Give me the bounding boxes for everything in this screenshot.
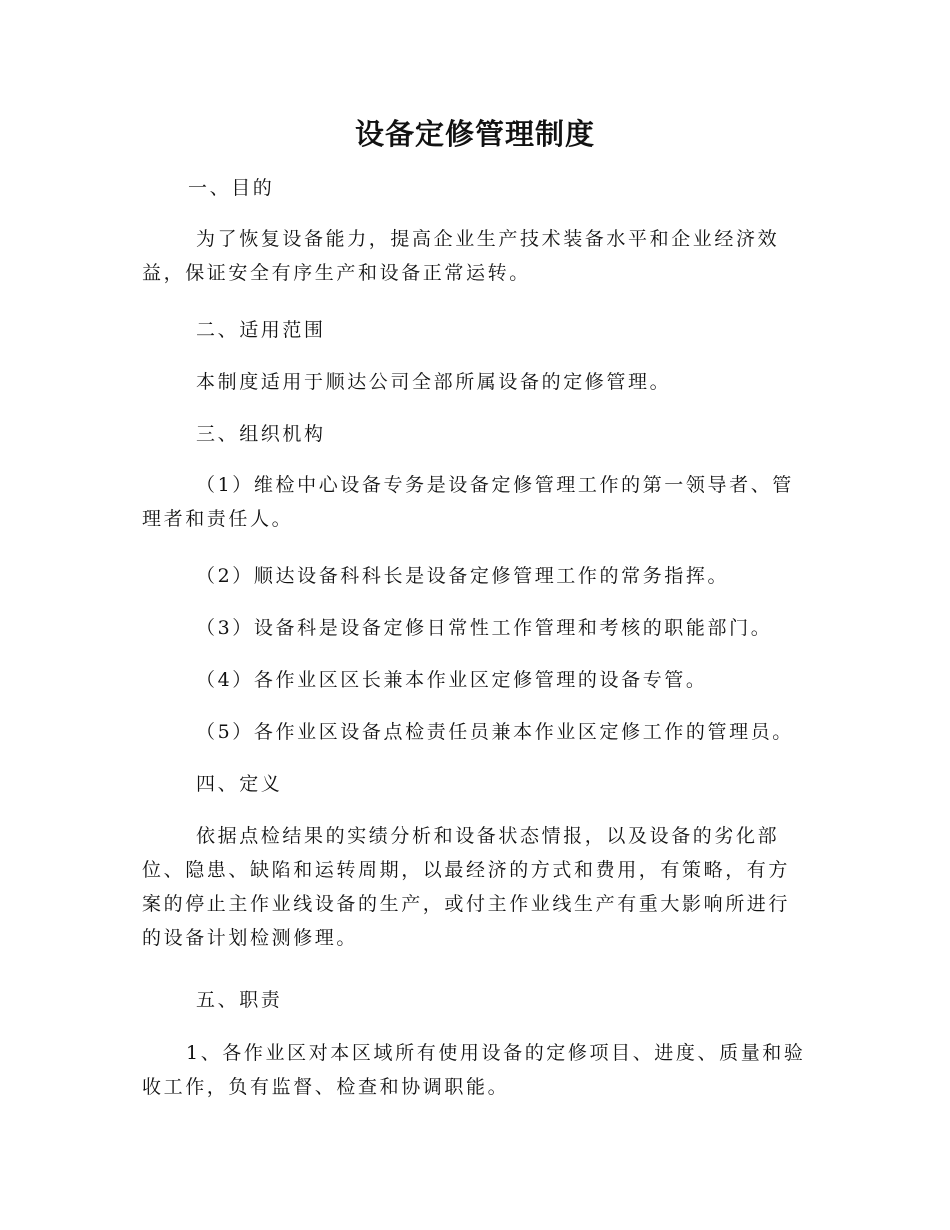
paragraph-line: 位、隐患、缺陷和运转周期，以最经济的方式和费用，有策略，有方 <box>142 859 791 881</box>
paragraph-scope: 本制度适用于顺达公司全部所属设备的定修管理。 <box>196 371 672 393</box>
paragraph-definition <box>142 819 812 955</box>
list-item-org-1 <box>142 468 812 536</box>
list-item-duty-1 <box>142 1036 812 1104</box>
paragraph-purpose <box>142 222 812 290</box>
paragraph-line: 理者和责任人。 <box>142 508 294 530</box>
list-item-org-3: （3）设备科是设备定修日常性工作管理和考核的职能部门。 <box>196 617 773 639</box>
paragraph-line: （1）维检中心设备专务是设备定修管理工作的第一领导者、管 <box>196 474 794 496</box>
paragraph-line: 的设备计划检测修理。 <box>142 927 359 949</box>
paragraph-line: 益，保证安全有序生产和设备正常运转。 <box>142 262 531 284</box>
paragraph-line: 依据点检结果的实绩分析和设备状态情报，以及设备的劣化部 <box>196 825 780 847</box>
section-heading-scope: 二、适用范围 <box>196 319 326 341</box>
section-heading-duties: 五、职责 <box>196 989 283 1011</box>
paragraph-line: 案的停止主作业线设备的生产，或付主作业线生产有重大影响所进行 <box>142 893 791 915</box>
section-heading-definition: 四、定义 <box>196 773 283 795</box>
list-item-org-2: （2）顺达设备科科长是设备定修管理工作的常务指挥。 <box>196 565 730 587</box>
list-item-org-4: （4）各作业区区长兼本作业区定修管理的设备专管。 <box>196 669 708 691</box>
document-title: 设备定修管理制度 <box>354 117 595 151</box>
section-heading-purpose: 一、目的 <box>188 177 275 199</box>
paragraph-line: 为了恢复设备能力，提高企业生产技术装备水平和企业经济效 <box>196 228 780 250</box>
paragraph-line: 收工作，负有监督、检查和协调职能。 <box>142 1076 510 1098</box>
list-item-org-5: （5）各作业区设备点检责任员兼本作业区定修工作的管理员。 <box>196 721 794 743</box>
paragraph-line: 1、各作业区对本区域所有使用设备的定修项目、进度、质量和验 <box>186 1042 806 1064</box>
section-heading-organization: 三、组织机构 <box>196 423 326 445</box>
